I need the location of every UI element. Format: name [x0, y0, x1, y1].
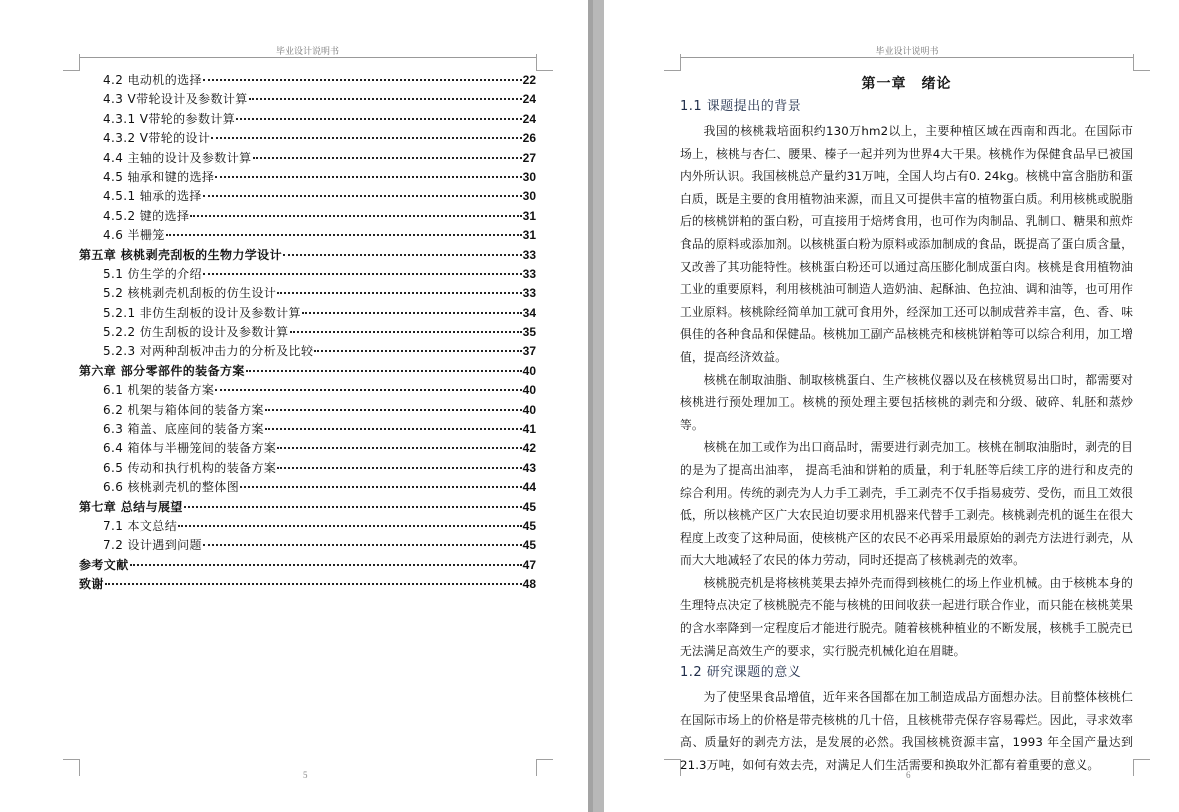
toc-entry[interactable] — [79, 246, 536, 265]
toc-entry-page: 40 — [522, 402, 536, 417]
toc-entry[interactable] — [79, 149, 536, 168]
toc-entry-title: 5.2.3 对两种刮板冲击力的分析及比较 — [103, 344, 314, 359]
toc-entry-page: 45 — [522, 518, 536, 533]
toc-entry-page: 43 — [522, 460, 536, 475]
toc-entry-title: 6.5 传动和执行机构的装备方案 — [103, 460, 277, 475]
toc-dot-leader — [166, 234, 522, 236]
crop-mark-top-left — [63, 54, 80, 71]
toc-dot-leader — [203, 544, 522, 546]
toc-dot-leader — [277, 292, 521, 294]
toc-entry-title: 4.3.1 V带轮的参数计算 — [103, 111, 236, 126]
table-of-contents — [79, 71, 536, 595]
toc-dot-leader — [211, 137, 521, 139]
toc-entry-page: 33 — [522, 286, 536, 301]
toc-dot-leader — [215, 389, 521, 391]
toc-dot-leader — [249, 98, 522, 100]
toc-entry-page: 44 — [522, 480, 536, 495]
toc-dot-leader — [215, 176, 521, 178]
section-heading: 1.1 课题提出的背景 — [680, 99, 802, 114]
toc-entry-page: 40 — [522, 383, 536, 398]
toc-entry-page: 47 — [522, 557, 536, 572]
toc-entry-page: 33 — [522, 247, 536, 262]
body-paragraph: 为了使坚果食品增值，近年来各国都在加工制造成品方面想办法。目前整体核桃仁在国际市场上的价格是带壳核桃的几十倍，且核桃带壳保存容易霉烂。因此，寻求效率高、质量好的剥壳方法，是发展的必然。我国核桃资源丰富，1993 年全国产量达到21.3万吨，如何有效去壳，对满足人们生活需要和换取外汇都有着重要的意义。 — [680, 690, 1133, 773]
toc-dot-leader — [302, 312, 522, 314]
body-paragraph: 核桃在制取油脂、制取核桃蛋白、生产核桃仪器以及在核桃贸易出口时，都需要对核桃进行预处理加工。核桃的预处理主要包括核桃的剥壳和分级、破碎、轧胚和蒸炒等。 — [680, 372, 1133, 432]
crop-mark-top-right — [536, 54, 553, 71]
toc-entry-page: 24 — [522, 111, 536, 126]
toc-entry[interactable] — [79, 207, 536, 226]
toc-entry[interactable] — [79, 129, 536, 148]
toc-entry[interactable] — [79, 362, 536, 381]
crop-mark-bottom-left — [63, 759, 80, 776]
toc-entry[interactable] — [79, 498, 536, 517]
header-rule — [680, 57, 1133, 58]
toc-entry-title: 4.5.1 轴承的选择 — [103, 189, 202, 204]
header-rule — [79, 57, 536, 58]
toc-entry-page: 45 — [522, 538, 536, 553]
toc-entry[interactable] — [79, 575, 536, 594]
toc-dot-leader — [203, 195, 522, 197]
page-number: 5 — [303, 770, 308, 780]
toc-entry-title: 4.3 V带轮设计及参数计算 — [103, 92, 248, 107]
toc-entry-page: 48 — [522, 577, 536, 592]
document-page-6 — [604, 0, 1179, 812]
toc-entry-title: 6.1 机架的装备方案 — [103, 383, 215, 398]
toc-entry-page: 33 — [522, 266, 536, 281]
page-number: 6 — [906, 770, 911, 780]
toc-entry-page: 31 — [522, 228, 536, 243]
toc-entry-title: 5.2.2 仿生刮板的设计及参数计算 — [103, 325, 289, 340]
toc-entry-page: 34 — [522, 305, 536, 320]
toc-entry-title: 5.2.1 非仿生刮板的设计及参数计算 — [103, 305, 301, 320]
toc-dot-leader — [184, 506, 522, 508]
toc-entry-title: 第五章 核桃剥壳刮板的生物力学设计 — [79, 247, 282, 262]
toc-dot-leader — [190, 215, 521, 217]
sections-container — [680, 96, 1133, 777]
toc-entry[interactable] — [79, 187, 536, 206]
toc-entry[interactable] — [79, 459, 536, 478]
toc-entry-page: 30 — [522, 189, 536, 204]
toc-entry-page: 35 — [522, 325, 536, 340]
running-header: 毕业设计说明书 — [875, 47, 939, 57]
toc-entry[interactable] — [79, 323, 536, 342]
toc-entry[interactable] — [79, 90, 536, 109]
toc-entry-title: 4.6 半栅笼 — [103, 228, 165, 243]
crop-mark-top-left — [664, 54, 681, 71]
page-body — [680, 72, 1133, 777]
toc-dot-leader — [277, 447, 521, 449]
toc-entry-page: 40 — [522, 363, 536, 378]
toc-dot-leader — [314, 350, 521, 352]
toc-entry[interactable] — [79, 478, 536, 497]
toc-entry-title: 第七章 总结与展望 — [79, 499, 183, 514]
toc-entry[interactable] — [79, 401, 536, 420]
toc-entry[interactable] — [79, 517, 536, 536]
toc-entry-page: 27 — [522, 150, 536, 165]
toc-entry-title: 4.5.2 键的选择 — [103, 208, 190, 223]
toc-dot-leader — [236, 118, 521, 120]
toc-entry[interactable] — [79, 110, 536, 129]
toc-entry-page: 37 — [522, 344, 536, 359]
toc-entry-title: 6.4 箱体与半栅笼间的装备方案 — [103, 441, 277, 456]
chapter-title: 第一章 绪论 — [861, 76, 952, 92]
toc-entry-title: 6.2 机架与箱体间的装备方案 — [103, 402, 264, 417]
toc-entry-title: 6.6 核桃剥壳机的整体图 — [103, 480, 240, 495]
crop-mark-bottom-right — [536, 759, 553, 776]
toc-entry[interactable] — [79, 265, 536, 284]
toc-entry-title: 参考文献 — [79, 557, 129, 572]
toc-entry[interactable] — [79, 439, 536, 458]
toc-dot-leader — [283, 254, 522, 256]
toc-entry[interactable] — [79, 420, 536, 439]
toc-entry-page: 42 — [522, 441, 536, 456]
toc-entry[interactable] — [79, 381, 536, 400]
toc-entry[interactable] — [79, 71, 536, 90]
body-paragraph: 核桃在加工或作为出口商品时，需要进行剥壳加工。核桃在制取油脂时，剥壳的目的是为了提高出油率， 提高毛油和饼粕的质量，利于轧胚等后续工序的进行和皮壳的综合利用。传统的剥壳为人力手工剥壳，手工剥壳不仅手指易疲劳、受伤，而且工效很低，所以核桃产区广大农民迫切要求用机器来代替手工剥壳。核桃剥壳机的诞生在很大程度上改变了这种局面，使核桃产区的农民不必再采用最原始的剥壳方法进行剥壳，从而大大地减轻了农民的体力劳动，同时还提高了核桃剥壳的效率。 — [680, 440, 1133, 568]
toc-entry-title: 4.2 电动机的选择 — [103, 73, 202, 87]
toc-dot-leader — [178, 525, 522, 527]
toc-dot-leader — [290, 331, 522, 333]
toc-dot-leader — [265, 409, 522, 411]
toc-entry-title: 4.3.2 V带轮的设计 — [103, 131, 211, 146]
toc-entry[interactable] — [79, 536, 536, 555]
crop-mark-bottom-left — [664, 759, 681, 776]
toc-entry[interactable] — [79, 556, 536, 575]
toc-entry[interactable] — [79, 304, 536, 323]
toc-entry-title: 7.2 设计遇到问题 — [103, 538, 202, 553]
toc-entry-page: 30 — [522, 169, 536, 184]
toc-dot-leader — [203, 273, 522, 275]
toc-dot-leader — [265, 428, 522, 430]
toc-dot-leader — [130, 564, 522, 566]
toc-entry-title: 5.2 核桃剥壳机刮板的仿生设计 — [103, 286, 277, 301]
toc-entry-page: 41 — [522, 422, 536, 437]
page-gutter — [588, 0, 604, 812]
toc-dot-leader — [253, 157, 522, 159]
toc-entry-page: 26 — [522, 131, 536, 146]
document-page-5 — [0, 0, 588, 812]
toc-entry-page: 45 — [522, 499, 536, 514]
toc-entry[interactable] — [79, 168, 536, 187]
toc-entry-title: 5.1 仿生学的介绍 — [103, 266, 202, 281]
toc-entry-page: 24 — [522, 92, 536, 107]
toc-entry[interactable] — [79, 284, 536, 303]
toc-entry-title: 6.3 箱盖、底座间的装备方案 — [103, 422, 264, 437]
crop-mark-top-right — [1133, 54, 1150, 71]
toc-entry[interactable] — [79, 342, 536, 361]
running-header: 毕业设计说明书 — [275, 47, 339, 57]
body-paragraph: 我国的核桃栽培面积约130万hm2以上，主要种植区域在西南和西北。在国际市场上，核桃与杏仁、腰果、榛子一起并列为世界4大干果。核桃作为保健食品早已被国内外所认识。我国核桃总产量约31万吨，全国人均占有0. 24kg。核桃中富含脂肪和蛋白质，既是主要的食用植物油来源，而且又可提供丰富的植物蛋白质。利用核桃或脱脂后的核桃饼粕的蛋白粉，可直接用于焙烤食用，也可作为肉制品、乳制口、糖果和煎炸食品的原料或添加剂。以核桃蛋白粉为原料或添加制成的食品，既提高了蛋白质含量，又改善了其功能特性。核桃蛋白粉还可以通过高压膨化制成蛋白肉。核桃是食用植物油工业的重要原料，利用核桃油可制造人造奶油、起酥油、色拉油、调和油等，也可用作工业原料。核桃除经简单加工就可食用外，经深加工还可以制成营养丰富，色、香、味俱佳的各种食品和保健品。核桃加工副产品核桃壳和核桃饼粕等可以综合利用，加工增值，提高经济效益。 — [680, 124, 1133, 364]
toc-dot-leader — [105, 583, 522, 585]
body-paragraph: 核桃脱壳机是将核桃荚果去掉外壳而得到核桃仁的场上作业机械。由于核桃本身的生理特点决定了核桃脱壳不能与核桃的田间收获一起进行联合作业，而只能在核桃荚果的含水率降到一定程度后才能进行脱壳。随着核桃种植业的不断发展，核桃手工脱壳已无法满足高效生产的要求，实行脱壳机械化迫在眉睫。 — [680, 575, 1133, 658]
toc-entry[interactable] — [79, 226, 536, 245]
toc-entry-page: 22 — [522, 73, 536, 87]
toc-entry-page: 31 — [522, 208, 536, 223]
toc-entry-title: 4.4 主轴的设计及参数计算 — [103, 150, 252, 165]
toc-entry-title: 4.5 轴承和键的选择 — [103, 169, 215, 184]
toc-dot-leader — [240, 486, 522, 488]
toc-dot-leader — [246, 370, 522, 372]
toc-dot-leader — [203, 79, 522, 81]
toc-dot-leader — [277, 467, 521, 469]
section-heading: 1.2 研究课题的意义 — [680, 665, 802, 681]
toc-entry-title: 致谢 — [79, 577, 104, 592]
crop-mark-bottom-right — [1133, 759, 1150, 776]
toc-entry-title: 7.1 本文总结 — [103, 518, 178, 533]
toc-entry-title: 第六章 部分零部件的装备方案 — [79, 363, 245, 378]
